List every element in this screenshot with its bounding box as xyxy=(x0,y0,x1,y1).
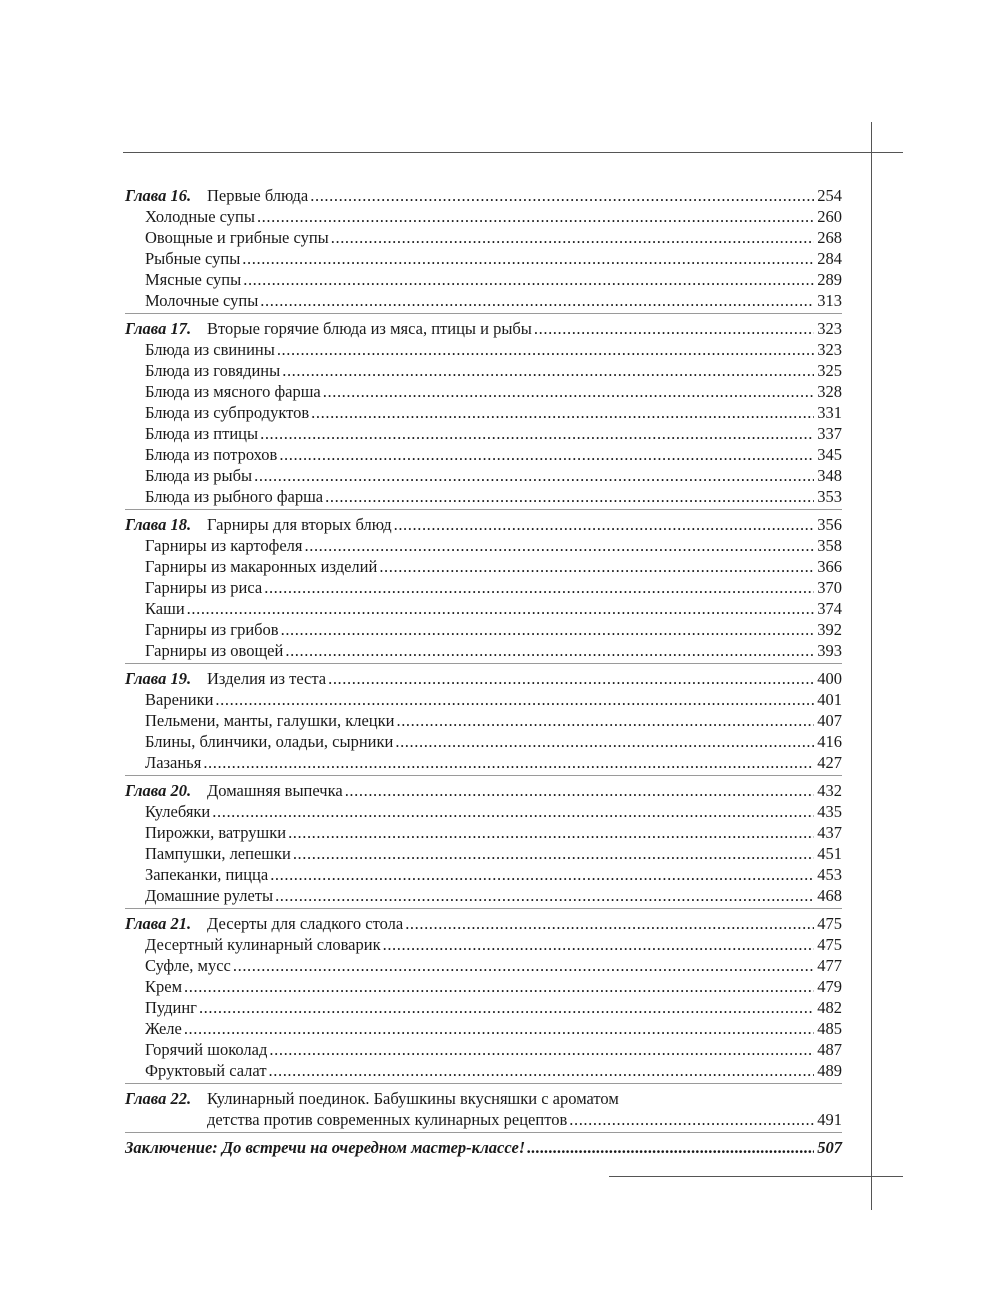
section-title: Каши xyxy=(145,599,185,618)
chapter-row xyxy=(125,1088,842,1109)
dot-leader xyxy=(379,556,814,577)
section-row xyxy=(125,444,842,465)
section-title: Гарниры из картофеля xyxy=(145,536,303,555)
dot-leader xyxy=(260,290,814,311)
page-number: 475 xyxy=(817,935,842,954)
chapter-label xyxy=(125,780,343,801)
dot-leader xyxy=(243,269,814,290)
section-title: Блюда из свинины xyxy=(145,340,275,359)
page-number: 475 xyxy=(817,914,842,933)
chapter-row xyxy=(125,668,842,689)
dot-leader xyxy=(184,1018,814,1039)
page-number: 468 xyxy=(817,886,842,905)
dot-leader xyxy=(242,248,814,269)
section-row xyxy=(125,381,842,402)
chapter-label xyxy=(125,913,403,934)
dot-leader xyxy=(281,619,814,640)
section-row xyxy=(125,640,842,661)
page-number: 479 xyxy=(817,977,842,996)
section-title: Пирожки, ватрушки xyxy=(145,823,287,842)
dot-leader xyxy=(293,843,814,864)
dot-leader xyxy=(325,486,814,507)
chapter-number: Глава 20. xyxy=(125,781,192,800)
chapter-row xyxy=(125,185,842,206)
dot-leader xyxy=(269,1039,814,1060)
section-row xyxy=(125,976,842,997)
conclusion-block xyxy=(125,1137,842,1160)
chapter-block xyxy=(125,913,842,1084)
section-title: Фруктовый салат xyxy=(145,1061,267,1080)
page-number: 374 xyxy=(817,599,842,618)
page-number: 393 xyxy=(817,641,842,660)
page-number: 491 xyxy=(817,1110,842,1129)
dot-leader xyxy=(345,780,814,801)
page-number: 358 xyxy=(817,536,842,555)
dot-leader xyxy=(203,752,814,773)
section-row xyxy=(125,1060,842,1081)
section-title: Желе xyxy=(145,1019,182,1038)
section-row xyxy=(125,577,842,598)
dot-leader xyxy=(199,997,814,1018)
section-title: Гарниры из риса xyxy=(145,578,263,597)
section-row xyxy=(125,465,842,486)
chapter-title: Первые блюда xyxy=(207,186,309,205)
section-row xyxy=(125,619,842,640)
section-title: Пельмени, манты, галушки, клецки xyxy=(145,711,395,730)
section-title: Блюда из мясного фарша xyxy=(145,382,321,401)
dot-leader xyxy=(323,381,814,402)
section-title: Гарниры из макаронных изделий xyxy=(145,557,378,576)
top-rule xyxy=(123,152,903,153)
section-title: Домашние рулеты xyxy=(145,886,274,905)
page-number: 328 xyxy=(817,382,842,401)
section-row xyxy=(125,290,842,311)
section-title: Пудинг xyxy=(145,998,197,1017)
page-number: 366 xyxy=(817,557,842,576)
chapter-label xyxy=(125,318,532,339)
margin-rule xyxy=(871,122,872,1210)
page-number: 268 xyxy=(817,228,842,247)
dot-leader xyxy=(310,185,814,206)
dot-leader xyxy=(328,668,814,689)
section-title: Суфле, мусс xyxy=(145,956,231,975)
chapter-row-continued xyxy=(125,1109,842,1130)
page-number: 325 xyxy=(817,361,842,380)
dot-leader xyxy=(569,1109,814,1130)
chapter-label xyxy=(125,185,308,206)
chapter-block xyxy=(125,185,842,314)
page-number: 487 xyxy=(817,1040,842,1059)
page-number: 370 xyxy=(817,578,842,597)
page-number: 489 xyxy=(817,1061,842,1080)
page-number: 260 xyxy=(817,207,842,226)
section-row xyxy=(125,206,842,227)
dot-leader xyxy=(264,577,814,598)
dot-leader xyxy=(260,423,814,444)
page-number: 507 xyxy=(817,1138,842,1157)
page-number: 331 xyxy=(817,403,842,422)
section-title: Пампушки, лепешки xyxy=(145,844,291,863)
page-number: 451 xyxy=(817,844,842,863)
section-row xyxy=(125,843,842,864)
page-number: 337 xyxy=(817,424,842,443)
chapter-label xyxy=(125,668,326,689)
section-row xyxy=(125,864,842,885)
chapter-title-line1: Кулинарный поединок. Бабушкины вкусняшки с ароматом xyxy=(207,1089,619,1108)
chapter-block xyxy=(125,514,842,664)
page-number: 345 xyxy=(817,445,842,464)
section-title: Гарниры из грибов xyxy=(145,620,279,639)
section-row xyxy=(125,955,842,976)
section-title: Крем xyxy=(145,977,183,996)
section-row xyxy=(125,752,842,773)
section-row xyxy=(125,556,842,577)
page-number: 477 xyxy=(817,956,842,975)
dot-leader xyxy=(279,444,814,465)
chapter-block xyxy=(125,780,842,909)
page-number: 416 xyxy=(817,732,842,751)
chapter-block xyxy=(125,1088,842,1133)
page-number: 401 xyxy=(817,690,842,709)
section-title: Блюда из птицы xyxy=(145,424,259,443)
dot-leader xyxy=(187,598,814,619)
chapter-title: Десерты для сладкого стола xyxy=(207,914,404,933)
section-row xyxy=(125,1039,842,1060)
chapter-number: Глава 19. xyxy=(125,669,192,688)
page-number: 323 xyxy=(817,319,842,338)
page-number: 432 xyxy=(817,781,842,800)
dot-leader xyxy=(383,934,814,955)
section-row xyxy=(125,402,842,423)
section-row xyxy=(125,710,842,731)
section-row xyxy=(125,486,842,507)
page-number: 453 xyxy=(817,865,842,884)
section-row xyxy=(125,1018,842,1039)
dot-leader xyxy=(305,535,815,556)
page-number: 289 xyxy=(817,270,842,289)
section-row xyxy=(125,934,842,955)
section-row xyxy=(125,423,842,444)
dot-leader xyxy=(285,640,814,661)
section-title: Блюда из рыбы xyxy=(145,466,253,485)
chapter-number: Глава 17. xyxy=(125,319,192,338)
chapter-block xyxy=(125,318,842,510)
chapter-number: Глава 22. xyxy=(125,1089,192,1108)
page-number: 353 xyxy=(817,487,842,506)
section-row xyxy=(125,269,842,290)
chapter-title: Домашняя выпечка xyxy=(207,781,343,800)
section-row xyxy=(125,339,842,360)
dot-leader xyxy=(184,976,814,997)
bottom-rule xyxy=(609,1176,903,1177)
section-row xyxy=(125,731,842,752)
section-title: Овощные и грибные супы xyxy=(145,228,329,247)
section-title: Мясные супы xyxy=(145,270,242,289)
chapter-row xyxy=(125,514,842,535)
section-title: Блюда из потрохов xyxy=(145,445,278,464)
dot-leader xyxy=(277,339,814,360)
chapter-title: Гарниры для вторых блюд xyxy=(207,515,392,534)
conclusion-title: Заключение: До встречи на очередном мастер-классе! xyxy=(125,1138,526,1157)
page-number: 482 xyxy=(817,998,842,1017)
section-title: Блюда из субпродуктов xyxy=(145,403,310,422)
dot-leader xyxy=(396,710,814,731)
section-title: Десертный кулинарный словарик xyxy=(145,935,381,954)
chapter-number: Глава 21. xyxy=(125,914,192,933)
page-number: 356 xyxy=(817,515,842,534)
page-number: 313 xyxy=(817,291,842,310)
chapter-block xyxy=(125,668,842,776)
dot-leader xyxy=(269,1060,814,1081)
page-number: 284 xyxy=(817,249,842,268)
chapter-row xyxy=(125,318,842,339)
page-number: 348 xyxy=(817,466,842,485)
dot-leader xyxy=(275,885,814,906)
chapter-number: Глава 16. xyxy=(125,186,192,205)
section-title: Лазанья xyxy=(145,753,202,772)
chapter-title: Вторые горячие блюда из мяса, птицы и рыбы xyxy=(207,319,532,338)
section-title: Запеканки, пицца xyxy=(145,865,269,884)
page-number: 485 xyxy=(817,1019,842,1038)
chapter-label xyxy=(125,514,392,535)
section-row xyxy=(125,360,842,381)
section-title: Молочные супы xyxy=(145,291,259,310)
chapter-number: Глава 18. xyxy=(125,515,192,534)
section-row xyxy=(125,997,842,1018)
page-number: 323 xyxy=(817,340,842,359)
dot-leader xyxy=(527,1137,814,1158)
dot-leader xyxy=(257,206,814,227)
section-title: Холодные супы xyxy=(145,207,255,226)
section-row xyxy=(125,535,842,556)
chapter-row xyxy=(125,913,842,934)
dot-leader xyxy=(254,465,814,486)
page-number: 254 xyxy=(817,186,842,205)
page-number: 435 xyxy=(817,802,842,821)
section-title: Блины, блинчики, оладьи, сырники xyxy=(145,732,394,751)
section-title: Блюда из рыбного фарша xyxy=(145,487,324,506)
dot-leader xyxy=(311,402,814,423)
page-number: 392 xyxy=(817,620,842,639)
dot-leader xyxy=(288,822,814,843)
dot-leader xyxy=(395,731,814,752)
dot-leader xyxy=(282,360,814,381)
section-title: Рыбные супы xyxy=(145,249,241,268)
section-title: Гарниры из овощей xyxy=(145,641,284,660)
section-row xyxy=(125,885,842,906)
dot-leader xyxy=(331,227,814,248)
page-number: 400 xyxy=(817,669,842,688)
section-title: Кулебяки xyxy=(145,802,211,821)
page-number: 407 xyxy=(817,711,842,730)
dot-leader xyxy=(394,514,814,535)
dot-leader xyxy=(405,913,814,934)
section-title: Блюда из говядины xyxy=(145,361,281,380)
section-row xyxy=(125,248,842,269)
section-row xyxy=(125,598,842,619)
section-row xyxy=(125,801,842,822)
section-row xyxy=(125,227,842,248)
section-row xyxy=(125,822,842,843)
page-number: 437 xyxy=(817,823,842,842)
chapter-title: Изделия из теста xyxy=(207,669,327,688)
dot-leader xyxy=(233,955,814,976)
section-title: Горячий шоколад xyxy=(145,1040,268,1059)
dot-leader xyxy=(534,318,814,339)
chapter-row xyxy=(125,780,842,801)
section-row xyxy=(125,689,842,710)
page-number: 427 xyxy=(817,753,842,772)
dot-leader xyxy=(215,689,814,710)
chapter-title-line2: детства против современных кулинарных рецептов xyxy=(207,1110,568,1129)
table-of-contents xyxy=(125,185,842,1164)
dot-leader xyxy=(212,801,814,822)
conclusion-row xyxy=(125,1137,842,1158)
section-title: Вареники xyxy=(145,690,214,709)
dot-leader xyxy=(270,864,814,885)
